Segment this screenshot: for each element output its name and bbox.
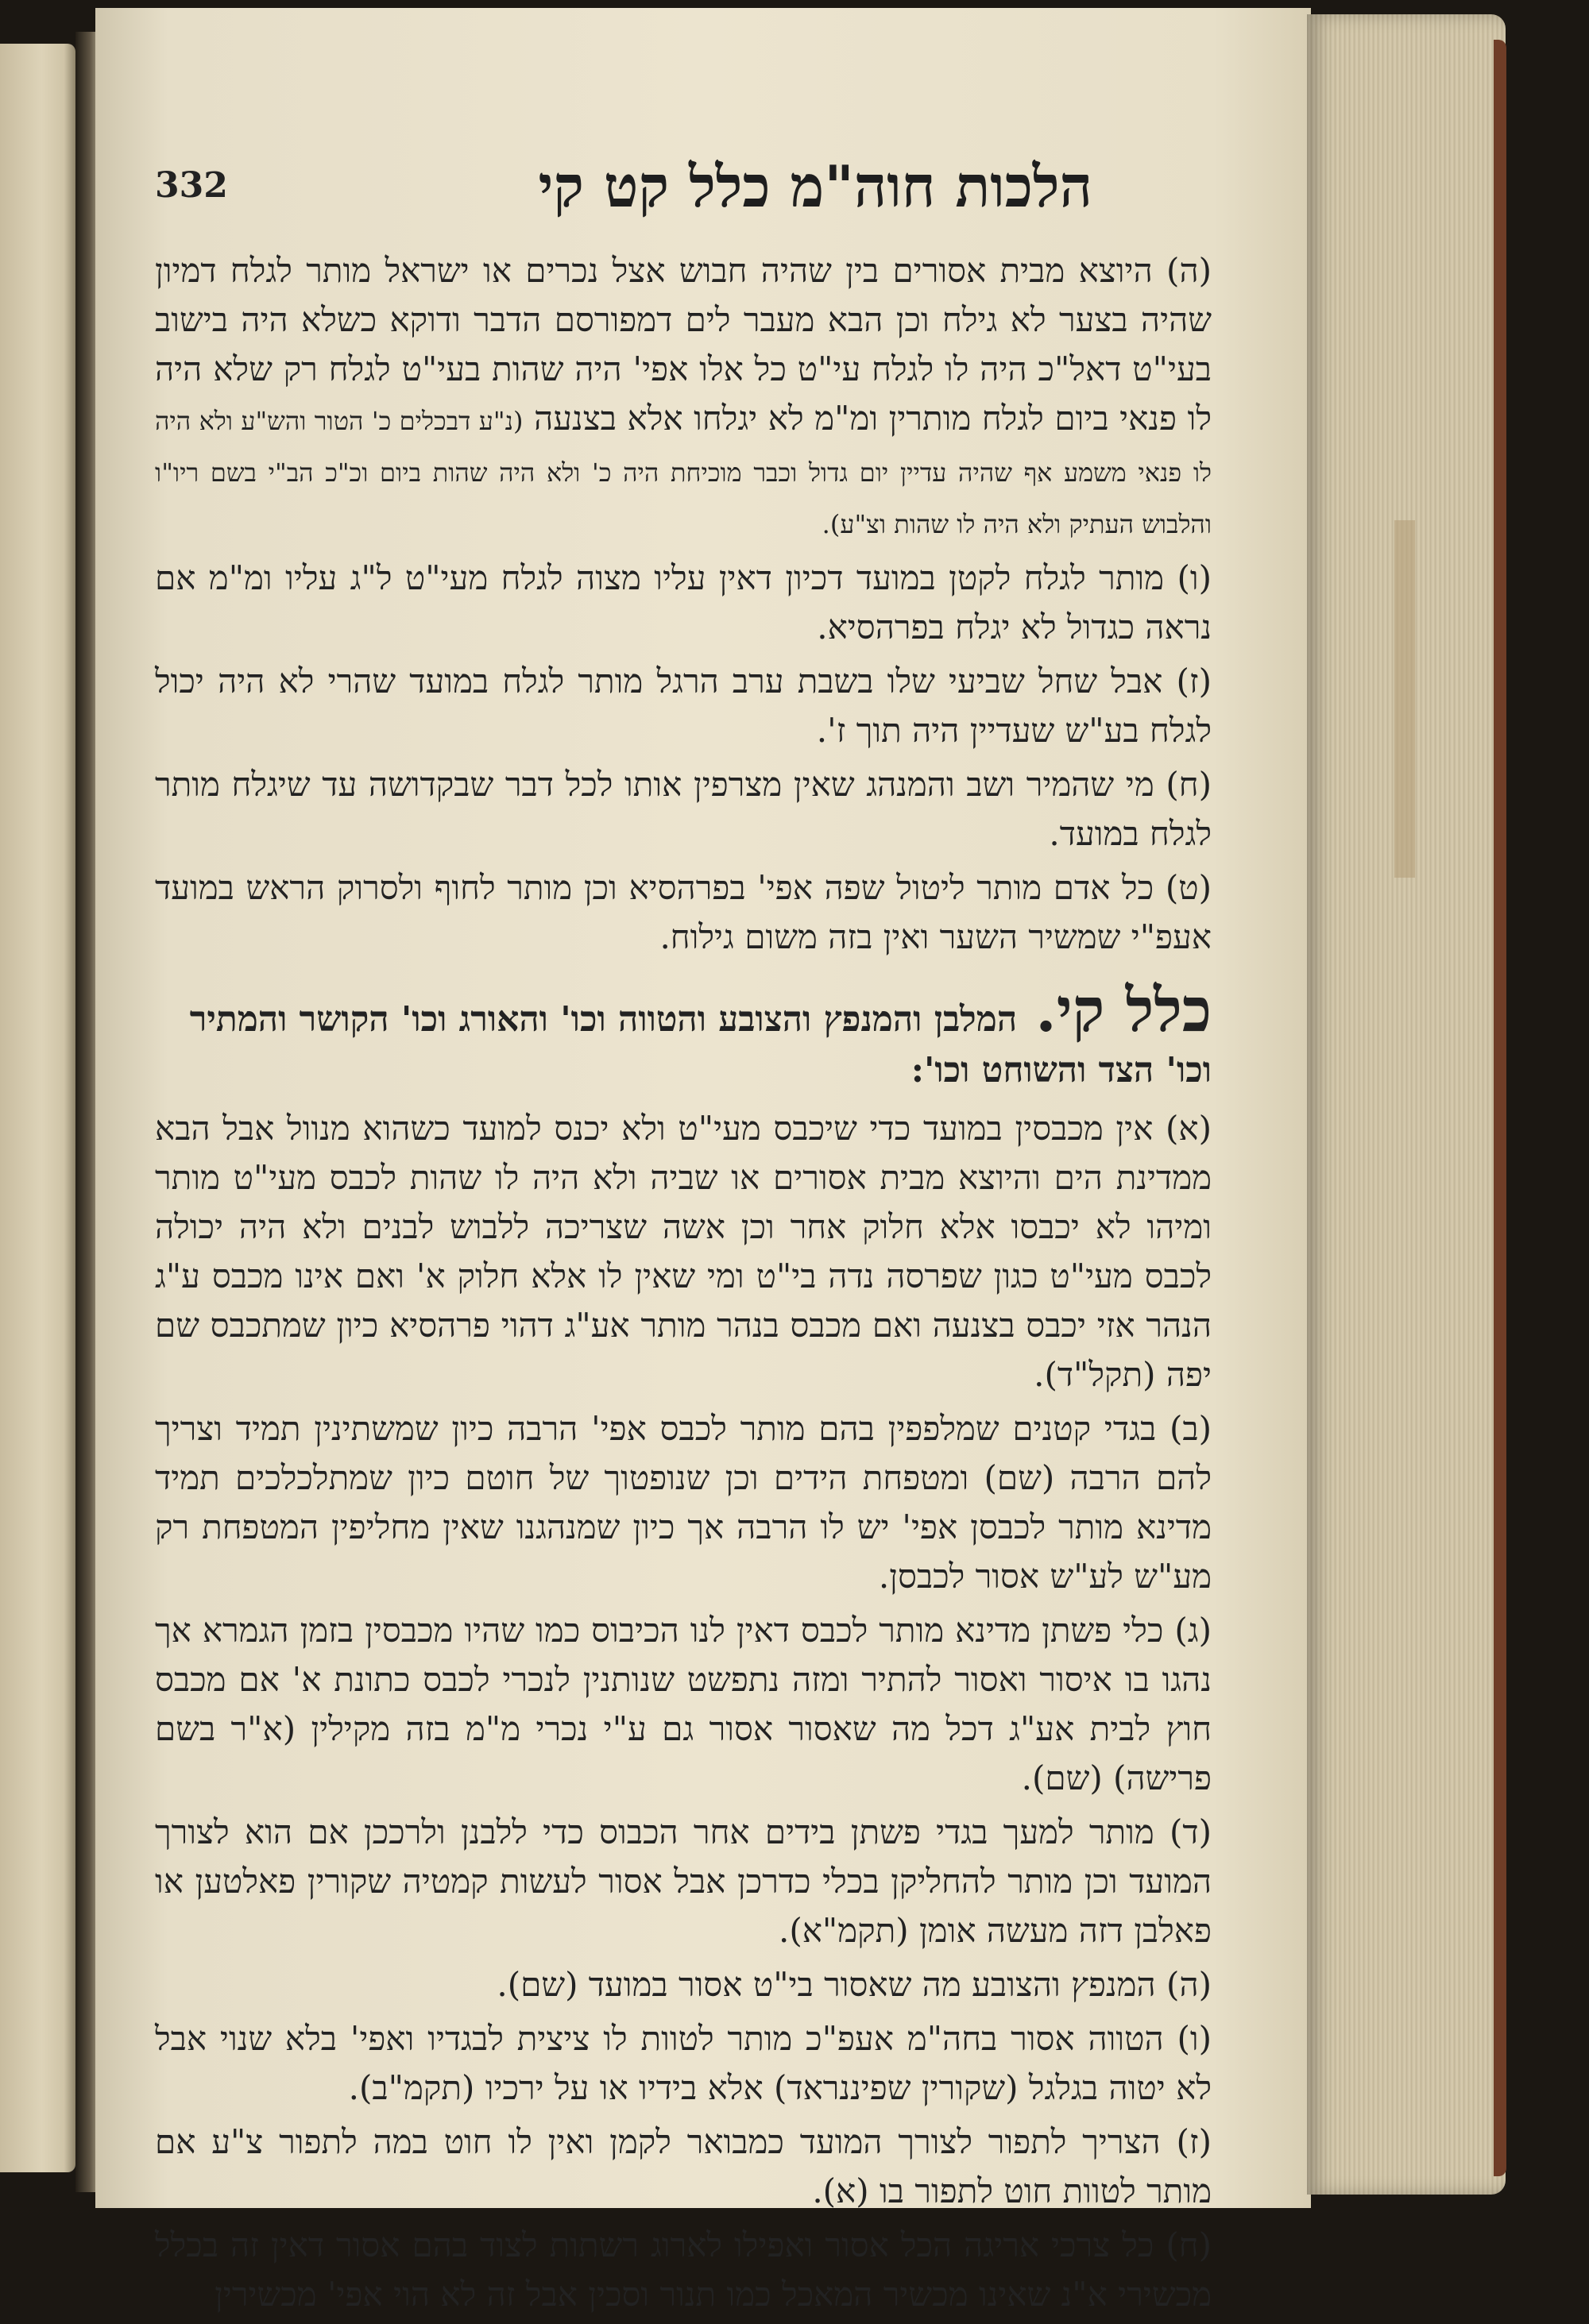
paragraph: (א) אין מכבסין במועד כדי שיכבס מעי"ט ולא יכנס למועד כשהוא מנוול אבל הבא ממדינת הים והיוצא מבית אסורים או שביה ולא היה לו שהות לכבס מעי"ט מותר ומיהו לא יכבסו אלא חלוק אחר וכן אשה שצריכה ללבוש לבנים ולא היה יכולה לכבס מעי"ט כגון שפרסה נדה בי"ט ומי שאין לו אלא חלוק א' ואם אינו מכבס ע"ג הנהר אזי יכבס בצנעה ואם מכבס בנהר מותר אע"ג דהוי פרהסיא כיון שמתכבס שם יפה (תקל"ד). bbox=[155, 1109, 1212, 1394]
paragraph: (ו) הטווה אסור בחה"מ אעפ"כ מותר לטוות לו ציצית לבגדיו ואפי' בלא שנוי אבל לא יטוה בגלגל (שקורין שפיננראד) אלא בידיו או על ירכיו (תקמ"ב). bbox=[155, 2019, 1212, 2107]
footnote-text: (נ"ע דבכלים כ' הטור והש"ע ולא היה לו פנאי משמע אף שהיה עדיין יום גדול וכבר מוכיחת היה כ' ולא היה שהות ביום וכ"כ הב"י בשם ריו"ו והלבוש העתיק ולא היה לו שהות וצ"ע). bbox=[155, 406, 1212, 539]
section-heading bbox=[155, 976, 1212, 1096]
paragraph: (ה) המנפץ והצובע מה שאסור בי"ט אסור במועד (שם). bbox=[497, 1965, 1212, 2004]
bookmark-strip bbox=[1394, 520, 1415, 878]
page-body bbox=[155, 246, 1212, 2324]
paragraph bbox=[155, 246, 1212, 549]
paragraph: (ח) מי שהמיר ושב והמנהג שאין מצרפין אותו לכל דבר שבקדושה עד שיגלח מותר לגלח במועד. bbox=[155, 765, 1212, 853]
page-edges bbox=[1307, 14, 1506, 2195]
paragraph: (ו) מותר לגלח לקטן במועד דכיון דאין עליו מצוה לגלח מעי"ט ל"ג עליו ומ"מ אם נראה כגדול לא יגלח בפרהסיא. bbox=[155, 558, 1212, 647]
left-page-edge bbox=[0, 44, 75, 2172]
paragraph: (ב) בגדי קטנים שמלפפין בהם מותר לכבס אפי' הרבה כיון שמשתינין תמיד וצריך להם הרבה (שם) ומטפחת הידים וכן שנופטוך של חוטם כיון שמתלכלכים תמיד מדינא מותר לכבסן אפי' יש לו הרבה אך כיון שמנהגנו שאין מחליפין המטפחת רק מע"ש לע"ש אסור לכבסן. bbox=[155, 1409, 1212, 1596]
page-title: הלכות חוה"מ כלל קט קי bbox=[538, 152, 1092, 220]
paragraph: (ז) הצריך לתפור לצורך המועד כמבואר לקמן ואין לו חוט במה לתפור צ"ע אם מותר לטוות חוט לתפור בו (א). bbox=[155, 2122, 1212, 2210]
page-header bbox=[155, 143, 1212, 230]
section-title: כלל קי. bbox=[1035, 975, 1212, 1045]
paragraph-text: (ה) היוצא מבית אסורים בין שהיה חבוש אצל נכרים או ישראל מותר לגלח דמיון שהיה בצער לא גילח וכן הבא מעבר לים דמפורסם הדבר ודוקא כשלא היה בישוב בעי"ט דאל"כ היה לו לגלח עי"ט כל אלו אפי' היה שהות בעי"ט לגלח רק שלא היה לו פנאי ביום לגלח מותרין ומ"מ לא יגלחו אלא בצנעה bbox=[155, 251, 1212, 438]
paragraph: (ד) מותר למעך בגדי פשתן בידים אחר הכבוס כדי ללבנן ולרככן אם הוא לצורך המועד וכן מותר להחליקן בכלי כדרכן אבל אסור לעשות קמטיה שקורין פאלטען או פאלבן דזה מעשה אומן (תקמ"א). bbox=[155, 1812, 1212, 1950]
paragraph: (ז) אבל שחל שביעי שלו בשבת ערב הרגל מותר לגלח במועד שהרי לא היה יכול לגלח בע"ש שעדיין היה תוך ז'. bbox=[155, 662, 1212, 750]
paragraph: (ח) כל צרכי אריגה הכל אסור ואפילו לארוג רשתות לצוד בהם אסור דאין זה בכלל מכשירי א"נ שאינו מכשיר המאכל כמו תנור וסכין אבל זה לא הוי אפי' מכשירין bbox=[155, 2226, 1212, 2314]
book-binding bbox=[1494, 40, 1506, 2176]
paragraph: (ג) כלי פשתן מדינא מותר לכבס דאין לנו הכיבוס כמו שהיו מכבסין בזמן הגמרא אך נהגו בו איסור ואסור להתיר ומזה נתפשט שנותנין לנכרי לכבס כתונת א' אם מכבס חוץ לבית אע"ג דכל מה שאסור אסור גם ע"י נכרי מ"מ בזה מקילין (א"ר בשם פרישה) (שם). bbox=[155, 1611, 1212, 1797]
paragraph: (ט) כל אדם מותר ליטול שפה אפי' בפרהסיא וכן מותר לחוף ולסרוק הראש במועד אעפ"י שמשיר השער ואין בזה משום גילוח. bbox=[155, 868, 1212, 956]
page-number: 332 bbox=[155, 165, 228, 206]
section-description: המלבן והמנפץ והצובע והטווה וכו' והאורג וכו' הקושר והמתיר וכו' הצד והשוחט וכו': bbox=[189, 999, 1212, 1091]
